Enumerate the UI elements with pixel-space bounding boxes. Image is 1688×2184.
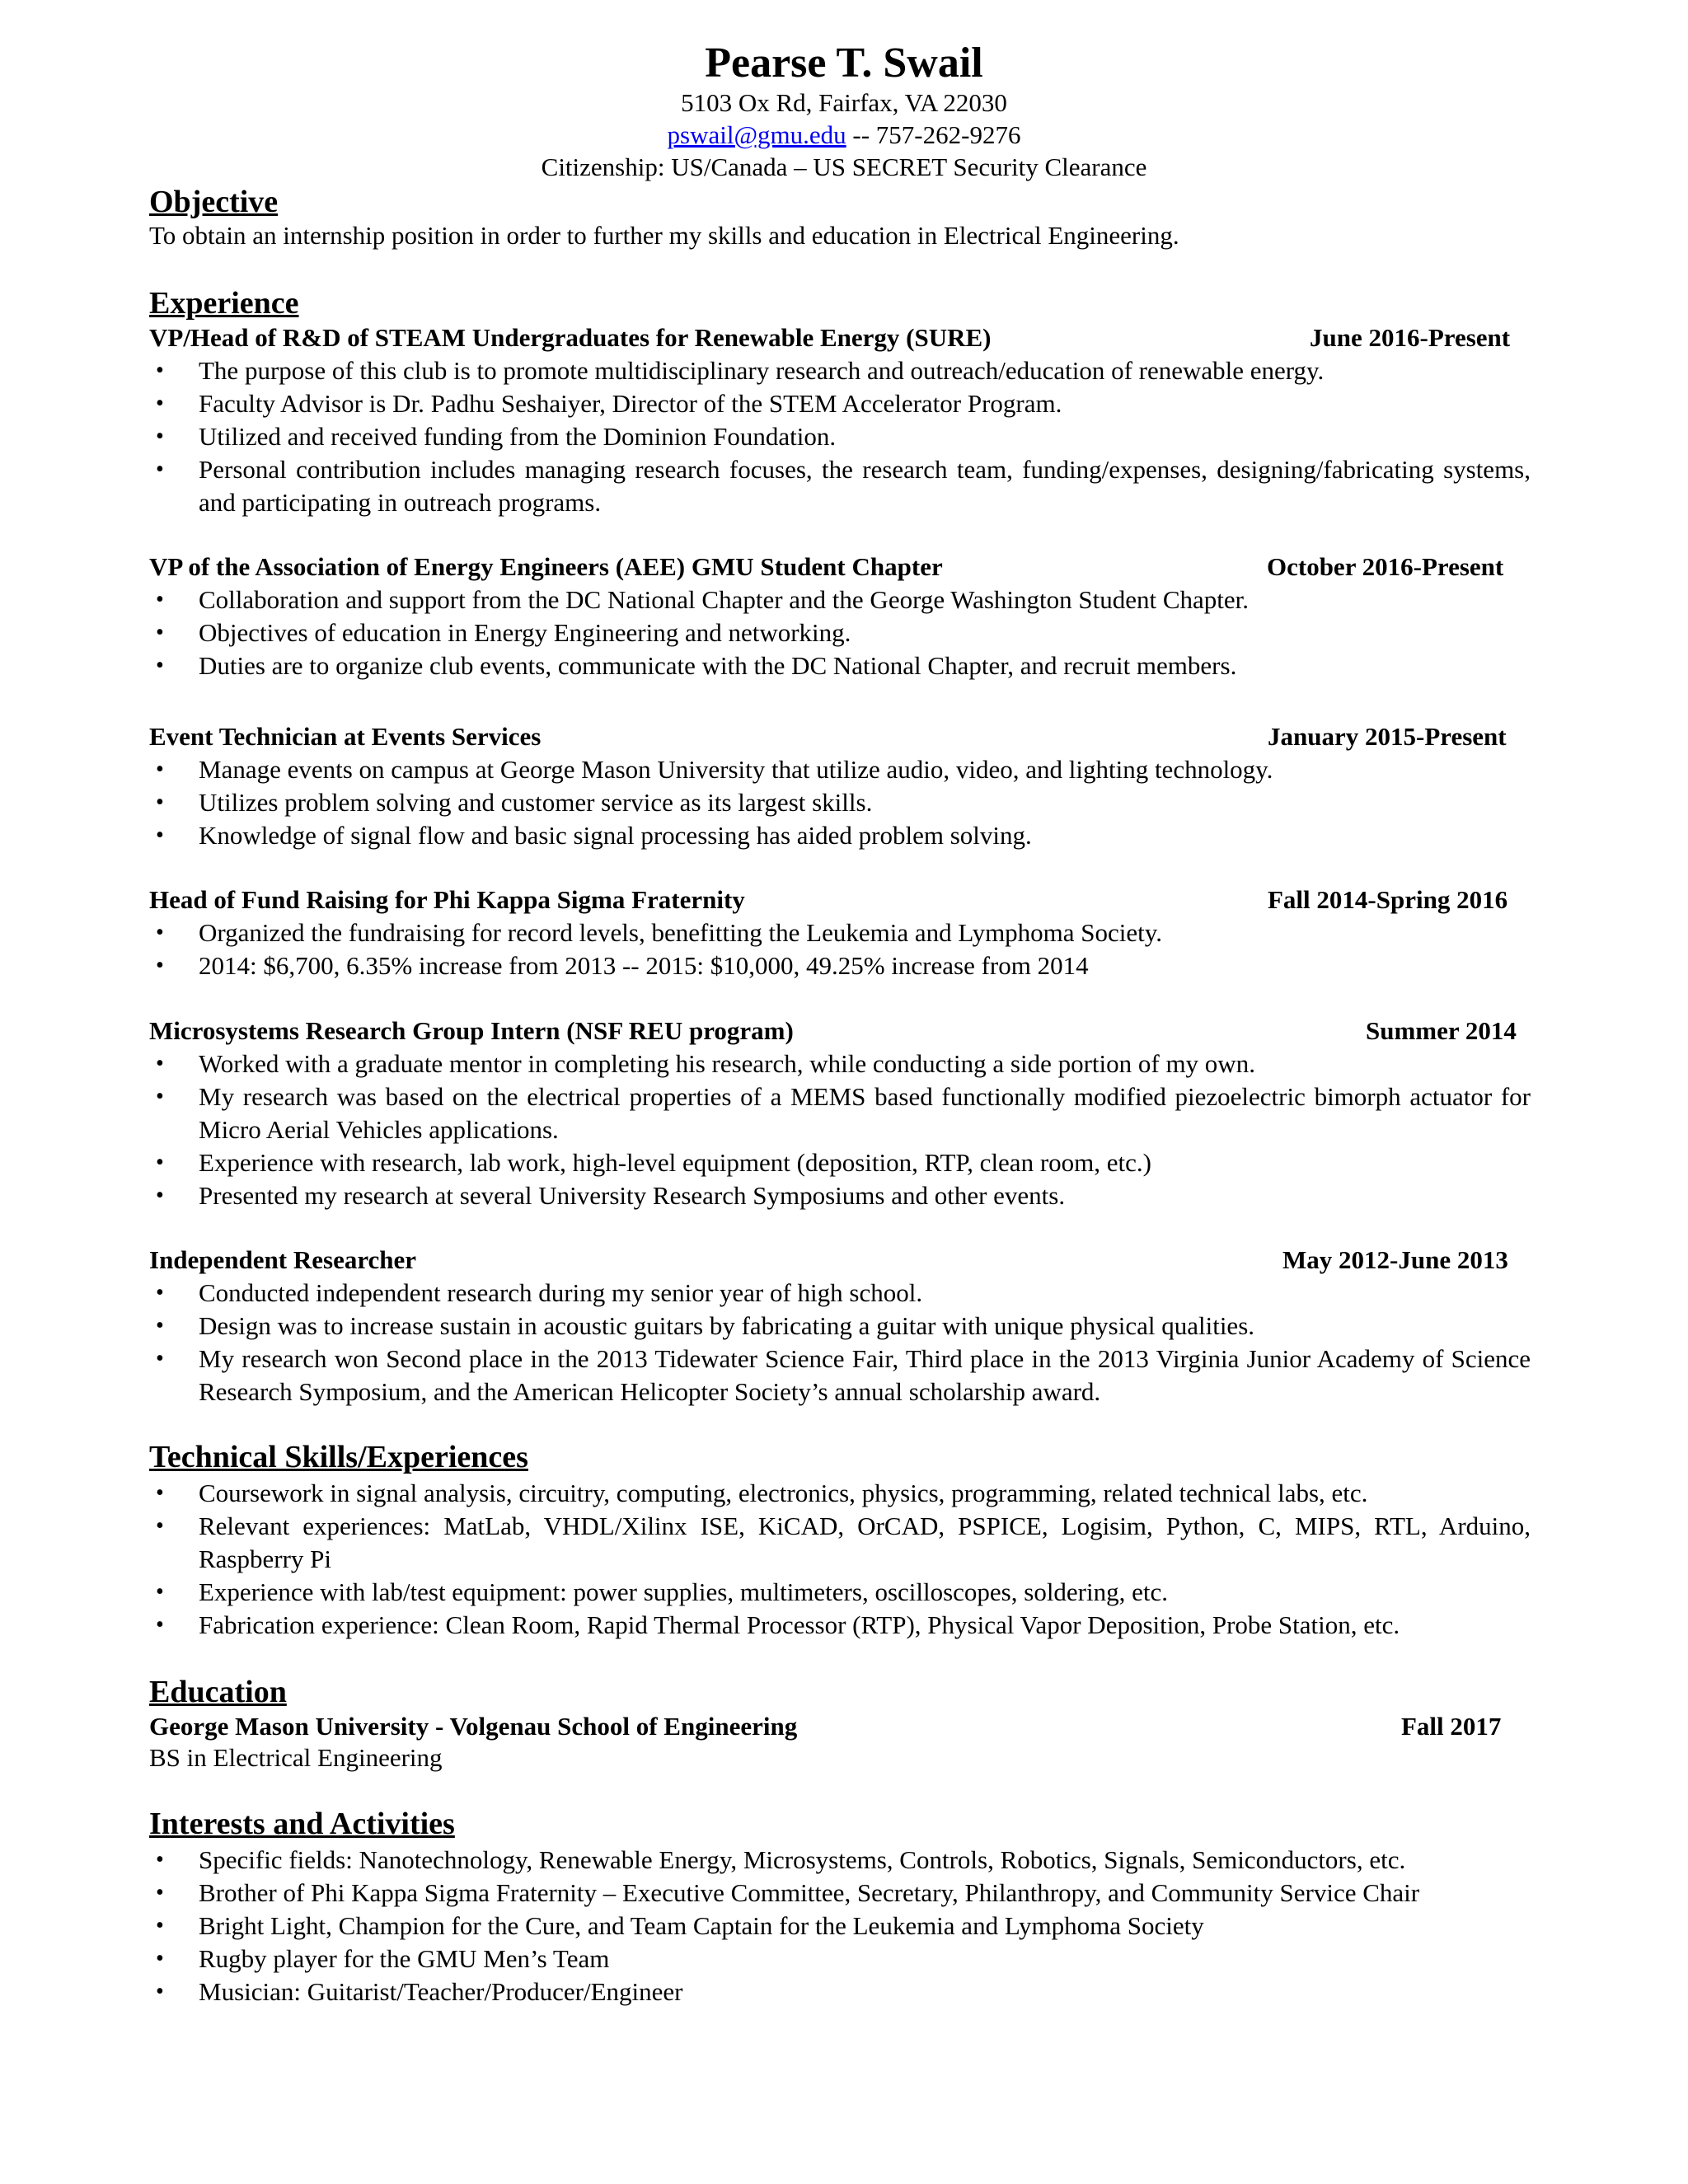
bullet-icon: •: [156, 1480, 164, 1506]
bullet-icon: •: [156, 790, 164, 815]
bullet-icon: •: [156, 1280, 164, 1305]
list-item: • Bright Light, Champion for the Cure, and Team Captain for the Leukemia and Lymphoma Society: [149, 1910, 1531, 1943]
entry-bullets: [149, 583, 1531, 682]
entry-bullets: [149, 753, 1531, 852]
list-item: • My research was based on the electrical properties of a MEMS based functionally modified piezoelectric bimorph actuator for Micro Aerial Vehicles applications.: [156, 1082, 1531, 1144]
objective-text: To obtain an internship position in order to further my skills and education in Electrical Engineering.: [149, 221, 1179, 250]
school-name: George Mason University - Volgenau School of Engineering: [149, 1712, 798, 1741]
bullet-icon: •: [156, 1513, 164, 1539]
list-item: • Worked with a graduate mentor in completing his research, while conducting a side portion of my own.: [149, 1047, 1531, 1080]
entry-title: VP/Head of R&D of STEAM Undergraduates for Renewable Energy (SURE): [149, 323, 992, 352]
address: 5103 Ox Rd, Fairfax, VA 22030: [681, 88, 1007, 117]
bullet-icon: •: [156, 391, 164, 416]
list-item: • Utilized and received funding from the Dominion Foundation.: [149, 420, 1531, 453]
citizenship: Citizenship: US/Canada – US SECRET Security Clearance: [541, 152, 1147, 181]
entry-bullets: [149, 916, 1531, 982]
list-item: • Objectives of education in Energy Engineering and networking.: [149, 616, 1531, 649]
list-item: • Utilizes problem solving and customer service as its largest skills.: [149, 786, 1531, 819]
entry-bullets: [149, 1047, 1531, 1212]
entry-bullets: [149, 354, 1531, 519]
bullet-icon: •: [156, 920, 164, 945]
bullet-icon: •: [156, 1313, 164, 1338]
list-item: • Brother of Phi Kappa Sigma Fraternity – Executive Committee, Secretary, Philanthropy, and Community Service Chair: [149, 1877, 1531, 1910]
entry-date: May 2012-June 2013: [1282, 1245, 1508, 1274]
list-item: • Musician: Guitarist/Teacher/Producer/Engineer: [149, 1975, 1531, 2008]
entry-title: VP of the Association of Energy Engineers (AEE) GMU Student Chapter: [149, 552, 943, 581]
bullet-icon: •: [156, 1183, 164, 1208]
bullet-icon: •: [156, 358, 164, 383]
bullet-icon: •: [156, 587, 164, 612]
bullet-icon: •: [156, 953, 164, 978]
contact-line: [0, 119, 1688, 152]
interests-bullets: [149, 1844, 1531, 2008]
list-item: • Duties are to organize club events, communicate with the DC National Chapter, and recruit members.: [149, 649, 1531, 682]
section-heading-education: Education: [149, 1675, 287, 1709]
bullet-icon: •: [156, 1979, 164, 2004]
list-item: • The purpose of this club is to promote multidisciplinary research and outreach/education of renewable energy.: [149, 354, 1531, 387]
bullet-icon: •: [156, 1847, 164, 1872]
list-item: • Coursework in signal analysis, circuitry, computing, electronics, physics, programming, related technical labs, etc.: [149, 1477, 1531, 1510]
bullet-icon: •: [156, 1051, 164, 1076]
list-item: • Organized the fundraising for record levels, benefitting the Leukemia and Lymphoma Society.: [149, 916, 1531, 949]
education-date: Fall 2017: [1401, 1712, 1502, 1741]
entry-date: January 2015-Present: [1268, 722, 1507, 751]
entry-title: Microsystems Research Group Intern (NSF REU program): [149, 1016, 794, 1045]
entry-date: Fall 2014-Spring 2016: [1268, 885, 1508, 914]
bullet-icon: •: [156, 1084, 164, 1109]
bullet-icon: •: [156, 620, 164, 645]
entry-title: Event Technician at Events Services: [149, 722, 542, 751]
bullet-icon: •: [156, 1612, 164, 1638]
bullet-icon: •: [156, 757, 164, 782]
bullet-icon: •: [156, 823, 164, 848]
list-item: • Experience with lab/test equipment: power supplies, multimeters, oscilloscopes, soldering, etc.: [149, 1576, 1531, 1609]
entry-date: Summer 2014: [1366, 1016, 1517, 1045]
section-heading-skills: Technical Skills/Experiences: [149, 1440, 528, 1474]
candidate-name: Pearse T. Swail: [705, 40, 983, 87]
experience-entry-header: [149, 321, 1531, 354]
bullet-icon: •: [156, 1346, 164, 1371]
list-item: • Presented my research at several University Research Symposiums and other events.: [149, 1179, 1531, 1212]
entry-title: Independent Researcher: [149, 1245, 417, 1274]
experience-entry-header: [149, 1244, 1531, 1277]
list-item: • Knowledge of signal flow and basic signal processing has aided problem solving.: [149, 819, 1531, 852]
list-item: • Design was to increase sustain in acoustic guitars by fabricating a guitar with unique physical qualities.: [149, 1310, 1531, 1343]
entry-date: October 2016-Present: [1267, 552, 1504, 581]
section-heading-experience: Experience: [149, 286, 299, 321]
education-entry-header: [149, 1710, 1531, 1743]
bullet-icon: •: [156, 653, 164, 678]
list-item: • Faculty Advisor is Dr. Padhu Seshaiyer, Director of the STEM Accelerator Program.: [149, 387, 1531, 420]
list-item: • Personal contribution includes managing research focuses, the research team, funding/expenses, designing/fabricating systems, and participating in outreach programs.: [156, 455, 1531, 517]
list-item: • Rugby player for the GMU Men’s Team: [149, 1943, 1531, 1975]
list-item: • Collaboration and support from the DC National Chapter and the George Washington Student Chapter.: [149, 583, 1531, 616]
bullet-icon: •: [156, 1150, 164, 1175]
experience-entry-header: [149, 720, 1531, 753]
bullet-icon: •: [156, 424, 164, 449]
bullet-icon: •: [156, 1946, 164, 1971]
list-item: • Manage events on campus at George Mason University that utilize audio, video, and lighting technology.: [149, 753, 1531, 786]
bullet-icon: •: [156, 1579, 164, 1605]
email-link[interactable]: pswail@gmu.edu: [667, 120, 846, 149]
experience-entry-header: [149, 1015, 1531, 1047]
skills-bullets: [149, 1477, 1531, 1642]
list-item: • Specific fields: Nanotechnology, Renewable Energy, Microsystems, Controls, Robotics, Signals, Semiconductors, etc.: [149, 1844, 1531, 1877]
entry-title: Head of Fund Raising for Phi Kappa Sigma Fraternity: [149, 885, 745, 914]
list-item: • My research won Second place in the 2013 Tidewater Science Fair, Third place in the 2013 Virginia Junior Academy of Science Research Symposium, and the American Helicopter Society’s annual scholarship award.: [156, 1344, 1531, 1406]
experience-entry-header: [149, 883, 1531, 916]
list-item: • Conducted independent research during my senior year of high school.: [149, 1277, 1531, 1310]
bullet-icon: •: [156, 1880, 164, 1905]
list-item: • Relevant experiences: MatLab, VHDL/Xilinx ISE, KiCAD, OrCAD, PSPICE, Logisim, Python, C, MIPS, RTL, Arduino, Raspberry Pi: [156, 1511, 1531, 1573]
degree: BS in Electrical Engineering: [149, 1743, 443, 1772]
experience-entry-header: [149, 551, 1531, 583]
list-item: • Experience with research, lab work, high-level equipment (deposition, RTP, clean room, etc.): [149, 1146, 1531, 1179]
list-item: • Fabrication experience: Clean Room, Rapid Thermal Processor (RTP), Physical Vapor Deposition, Probe Station, etc.: [149, 1609, 1531, 1642]
bullet-icon: •: [156, 457, 164, 482]
entry-bullets: [149, 1277, 1531, 1408]
list-item: • 2014: $6,700, 6.35% increase from 2013 -- 2015: $10,000, 49.25% increase from 2014: [149, 949, 1531, 982]
entry-date: June 2016-Present: [1310, 323, 1511, 352]
phone: -- 757-262-9276: [846, 120, 1021, 149]
section-heading-objective: Objective: [149, 185, 279, 219]
section-heading-interests: Interests and Activities: [149, 1807, 455, 1841]
bullet-icon: •: [156, 1913, 164, 1938]
